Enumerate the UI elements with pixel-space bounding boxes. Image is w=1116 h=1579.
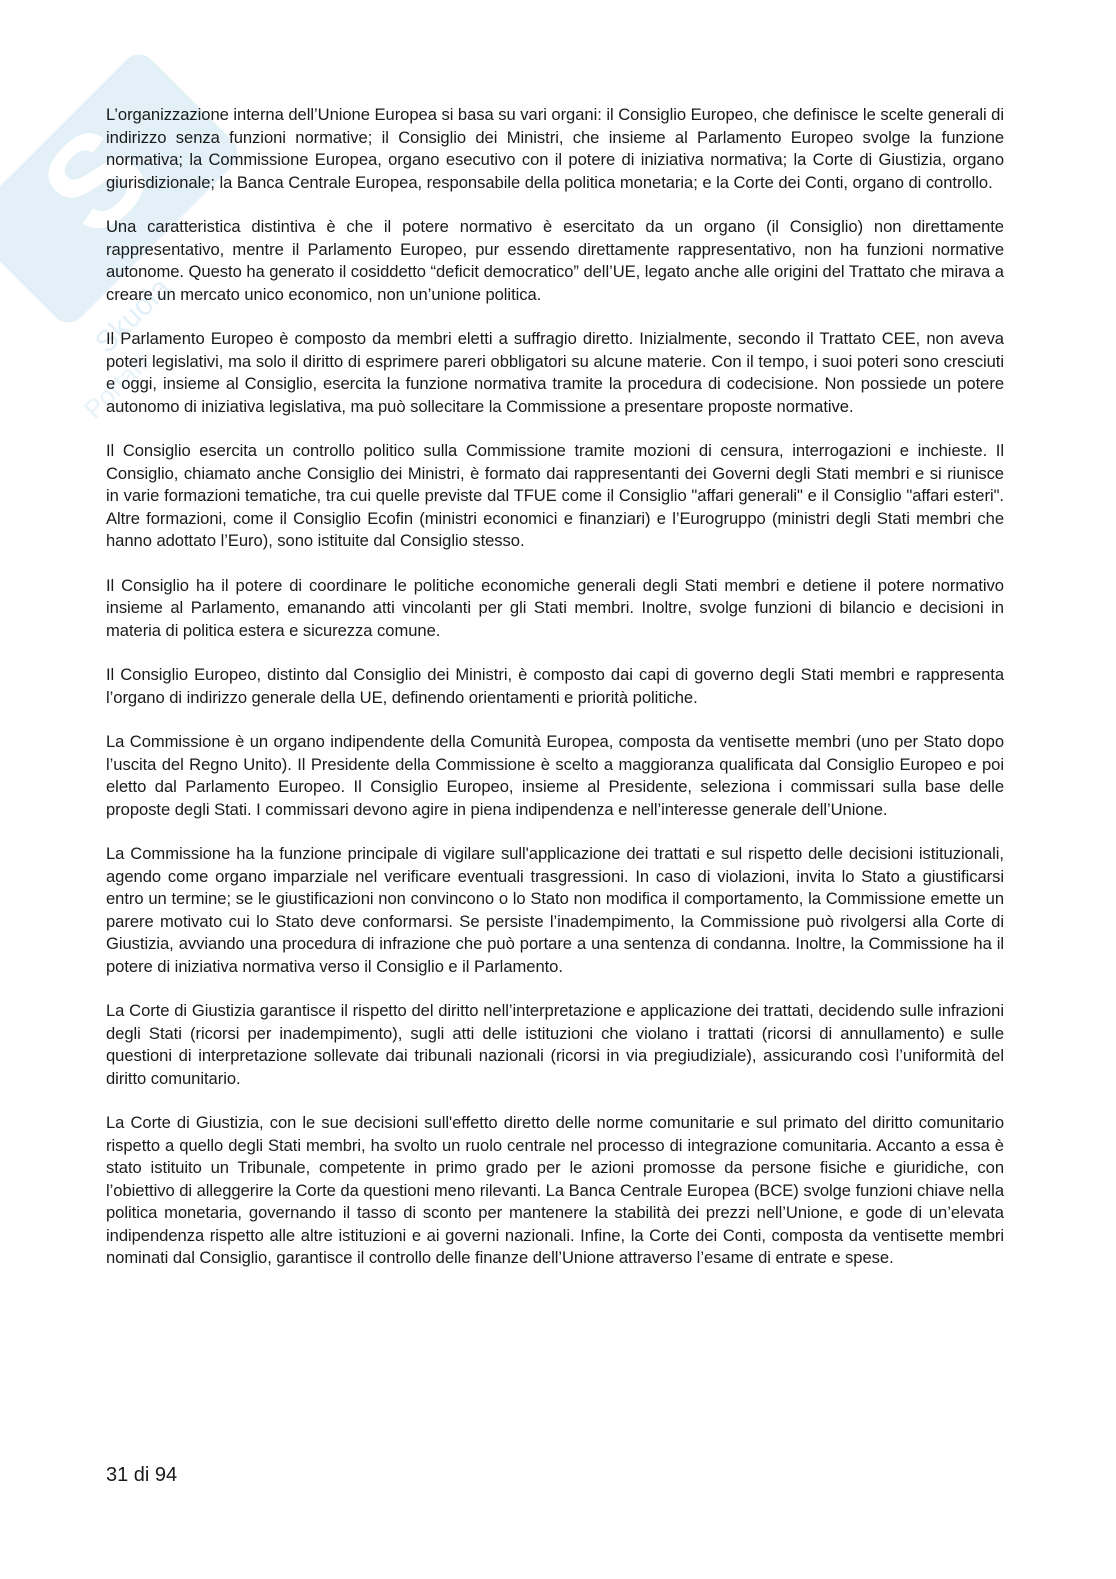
svg-text:Portale: Portale (78, 344, 158, 425)
paragraph-consiglio-europeo: Il Consiglio Europeo, distinto dal Consiglio dei Ministri, è composto dai capi di governo degli Stati membri e rappresenta l’organo di indirizzo generale della UE, definendo orientamenti e priorità politiche. (106, 665, 1004, 707)
svg-text:Skuola: Skuola (88, 271, 177, 360)
document-body (106, 104, 1004, 1292)
paragraph-parlamento-europeo: Il Parlamento Europeo è composto da membri eletti a suffragio diretto. Inizialmente, secondo il Trattato CEE, non aveva poteri legislativi, ma solo il diritto di esprimere pareri obbligatori su alcune materie. Con il tempo, i suoi poteri sono cresciuti e oggi, insieme al Consiglio, esercita la funzione normativa tramite la procedura di codecisione. Non possiede un potere autonomo di iniziativa legislativa, ma può sollecitare la Commissione a presentare proposte normative. (106, 329, 1004, 416)
paragraph-commissione-composizione: La Commissione è un organo indipendente della Comunità Europea, composta da ventisette membri (uno per Stato dopo l’uscita del Regno Unito). Il Presidente della Commissione è scelto a maggioranza qualificata dal Consiglio Europeo e poi eletto dal Parlamento Europeo. Il Consiglio Europeo, insieme al Presidente, seleziona i commissari sulla base delle proposte degli Stati. I commissari devono agire in piena indipendenza e nell’interesse generale dell’Unione. (106, 732, 1004, 819)
paragraph-commissione-funzioni: La Commissione ha la funzione principale di vigilare sull'applicazione dei trattati e sul rispetto delle decisioni istituzionali, agendo come organo imparziale nel verificare eventuali trasgressioni. In caso di violazioni, invita lo Stato a giustificarsi entro un termine; se le giustificazioni non convincono o lo Stato non modifica il comportamento, la Commissione emette un parere motivato cui lo Stato deve conformarsi. Se persiste l’inadempimento, la Commissione può rivolgersi alla Corte di Giustizia, avviando una procedura di infrazione che può portare a una sentenza di condanna. Inoltre, la Commissione ha il potere di iniziativa normativa verso il Consiglio e il Parlamento. (106, 844, 1004, 976)
paragraph-deficit-democratico: Una caratteristica distintiva è che il potere normativo è esercitato da un organo (il Consiglio) non direttamente rappresentativo, mentre il Parlamento Europeo, pur essendo direttamente rappresentativo, non ha funzioni normative autonome. Questo ha generato il cosiddetto “deficit democratico” dell’UE, legato anche alle origini del Trattato che mirava a creare un mercato unico economico, non un’unione politica. (106, 217, 1004, 304)
paragraph-corte-bce-conti: La Corte di Giustizia, con le sue decisioni sull'effetto diretto delle norme comunitarie e sul primato del diritto comunitario rispetto a quello degli Stati membri, ha svolto un ruolo centrale nel processo di integrazione comunitaria. Accanto a essa è stato istituito un Tribunale, competente in primo grado per le azioni promosse da persone fisiche e giuridiche, con l’obiettivo di alleggerire la Corte da questioni meno rilevanti. La Banca Centrale Europea (BCE) svolge funzioni chiave nella politica monetaria, governando il tasso di sconto per mantenere la stabilità dei prezzi nell’Unione, e gode di un’elevata indipendenza rispetto alle altre istituzioni e ai governi nazionali. Infine, la Corte dei Conti, composta da ventisette membri nominati dal Consiglio, garantisce il controllo delle finanze dell’Unione attraverso l’esame di entrate e spese. (106, 1113, 1004, 1267)
paragraph-organizzazione-ue: L’organizzazione interna dell’Unione Europea si basa su vari organi: il Consiglio Europeo, che definisce le scelte generali di indirizzo senza funzioni normative; il Consiglio dei Ministri, che insieme al Parlamento Europeo svolge la funzione normativa; la Commissione Europea, organo esecutivo con il potere di iniziativa normativa; la Corte di Giustizia, organo giurisdizionale; la Banca Centrale Europea, responsabile della politica monetaria; e la Corte dei Conti, organo di controllo. (106, 105, 1004, 192)
paragraph-consiglio-poteri: Il Consiglio ha il potere di coordinare le politiche economiche generali degli Stati membri e detiene il potere normativo insieme al Parlamento, emanando atti vincolanti per gli Stati membri. Inoltre, svolge funzioni di bilancio e decisioni in materia di politica estera e sicurezza comune. (106, 575, 1004, 640)
paragraph-consiglio-controllo: Il Consiglio esercita un controllo politico sulla Commissione tramite mozioni di censura, interrogazioni e inchieste. Il Consiglio, chiamato anche Consiglio dei Ministri, è formato dai rappresentanti dei Governi degli Stati membri e si riunisce in varie formazioni tematiche, tra cui quelle previste dal TFUE come il Consiglio "affari generali" e il Consiglio "affari esteri". Altre formazioni, come il Consiglio Ecofin (ministri economici e finanziari) e l’Eurogruppo (ministri degli Stati membri che hanno adottato l’Euro), sono istituite dal Consiglio stesso. (106, 441, 1004, 550)
page-number: 31 di 94 (106, 1464, 178, 1486)
svg-text:S: S (12, 97, 178, 263)
paragraph-corte-giustizia: La Corte di Giustizia garantisce il rispetto del diritto nell’interpretazione e applicazione dei trattati, decidendo sulle infrazioni degli Stati (ricorsi per inadempimento), sugli atti delle istituzioni che violano i trattati (ricorsi di annullamento) e sulle questioni di interpretazione sollevate dai tribunali nazionali (ricorsi in via pregiudiziale), assicurando così l’uniformità del diritto comunitario. (106, 1001, 1004, 1088)
